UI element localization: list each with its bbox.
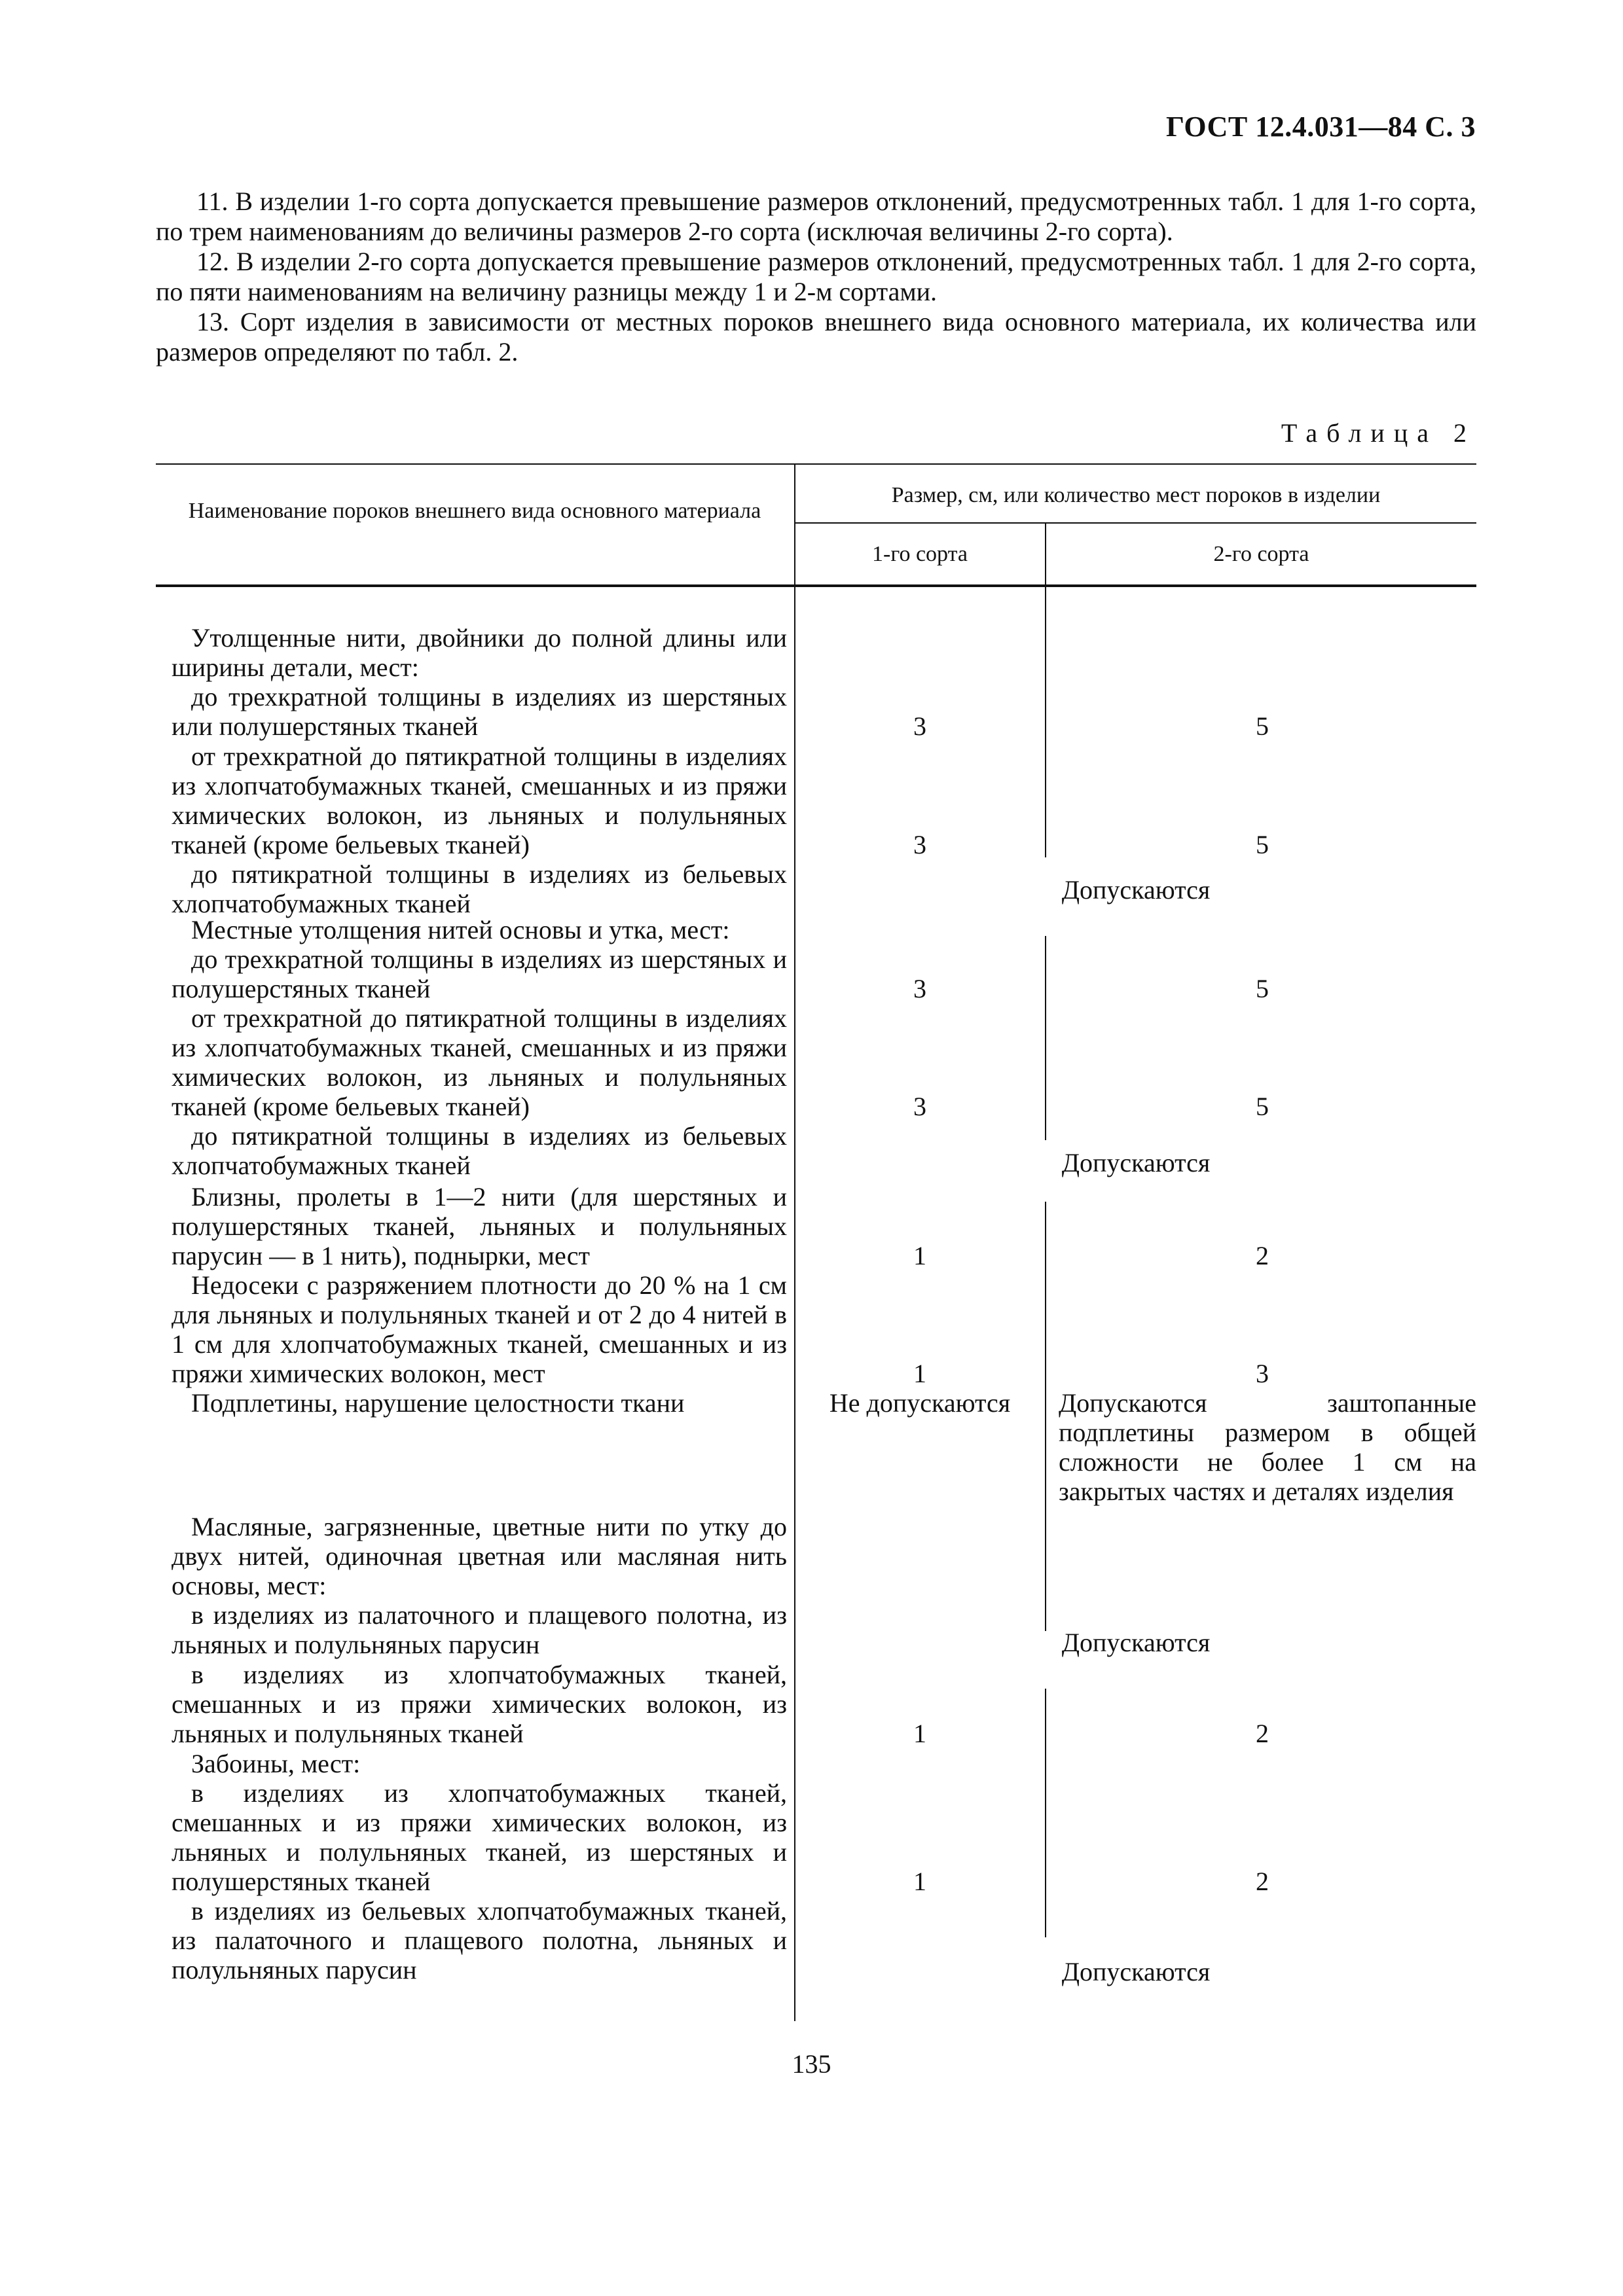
col-group-header: Размер, см, или количество мест пороков в изделии (891, 483, 1381, 507)
row-9-grade2: 3 (1256, 1359, 1269, 1388)
col2-header: 2-го сорта (1213, 542, 1309, 566)
row-8-grade1: 1 (913, 1241, 926, 1270)
row-9-grade1: 1 (913, 1359, 926, 1388)
row-9-name: Недосеки с разряжением плотности до 20 % на 1 см для льняных и полульняных тканей и от 2 до 4 нитей в 1 см для хлопчатобумажных тканей, смешанных и из пряжи химических волокон, мест (172, 1270, 787, 1388)
row-7-both: Допускаются (1061, 1148, 1211, 1177)
row-15-grade1: 1 (913, 1867, 926, 1896)
row-7-name: до пятикратной толщины в изделиях из бельевых хлопчатобумажных тканей (172, 1121, 787, 1180)
row-2-grade2: 5 (1256, 830, 1269, 859)
page-number: 135 (792, 2049, 831, 2079)
row-6-name: от трехкратной до пятикратной толщины в изделиях из хлопчатобумажных тканей, смешанных и из пряжи химических волокон, из льняных и полульняных тканей (кроме бельевых тканей) (172, 1003, 787, 1121)
row-4-name: Местные утолщения нитей основы и утка, мест: (191, 915, 730, 944)
row-10-grade1: Не допускаются (829, 1388, 1011, 1418)
row-2-grade1: 3 (913, 830, 926, 859)
row-8-name: Близны, пролеты в 1—2 нити (для шерстяных и полушерстяных тканей, льняных и полульняных парусин — в 1 нить), поднырки, мест (172, 1182, 787, 1270)
document-header: ГОСТ 12.4.031—84 С. 3 (1165, 111, 1476, 143)
table-caption: Таблица 2 (1281, 418, 1476, 448)
table-top-rule (156, 463, 1476, 465)
col-name-header: Наименование пороков внешнего вида основного материала (188, 499, 761, 523)
row-15-name: в изделиях из хлопчатобумажных тканей, смешанных и из пряжи химических волокон, из льняных и полульняных тканей, из шерстяных и полушерстяных тканей (172, 1778, 787, 1896)
row-3-name: до пятикратной толщины в изделиях из бельевых хлопчатобумажных тканей (172, 859, 787, 918)
row-1-grade1: 3 (913, 711, 926, 741)
paragraph-13: 13. Сорт изделия в зависимости от местных пороков внешнего вида основного материала, их количества или размеров определяют по табл. 2. (156, 307, 1476, 367)
paragraph-11: 11. В изделии 1-го сорта допускается превышение размеров отклонений, предусмотренных табл. 1 для 1-го сорта, по трем наименованиям до величины размеров 2-го сорта (исключая величины 2-го сорта). (156, 187, 1476, 246)
col1-header: 1-го сорта (872, 542, 968, 566)
row-5-grade2: 5 (1256, 974, 1269, 1003)
row-13-grade2: 2 (1256, 1719, 1269, 1748)
intro-paragraphs (156, 187, 1476, 367)
row-12-both: Допускаются (1061, 1628, 1211, 1657)
row-15-grade2: 2 (1256, 1867, 1269, 1896)
header-bottom-rule (156, 584, 1476, 587)
row-6-grade1: 3 (913, 1092, 926, 1121)
row-13-grade1: 1 (913, 1719, 926, 1748)
row-8-grade2: 2 (1256, 1241, 1269, 1270)
row-10-grade2: Допускаются заштопанные подплетины размером в общей сложности не более 1 см на закрытых частях и деталях изделия (1059, 1388, 1476, 1506)
row-5-grade1: 3 (913, 974, 926, 1003)
row-16-name: в изделиях из бельевых хлопчатобумажных тканей, из палаточного и плащевого полотна, льняных и полульняных парусин (172, 1896, 787, 1984)
header-inner-rule (795, 522, 1476, 524)
row-3-both: Допускаются (1061, 875, 1211, 905)
paragraph-12: 12. В изделии 2-го сорта допускается превышение размеров отклонений, предусмотренных табл. 1 для 2-го сорта, по пяти наименованиям на величину разницы между 1 и 2-м сортами. (156, 247, 1476, 306)
row-10-name: Подплетины, нарушение целостности ткани (191, 1388, 685, 1418)
row-1-name: до трехкратной толщины в изделиях из шерстяных или полушерстяных тканей (172, 682, 787, 741)
row-0-name: Утолщенные нити, двойники до полной длины или ширины детали, мест: (172, 623, 787, 682)
row-12-name: в изделиях из палаточного и плащевого полотна, из льняных и полульняных парусин (172, 1600, 787, 1659)
row-5-name: до трехкратной толщины в изделиях из шерстяных и полушерстяных тканей (172, 944, 787, 1003)
row-16-both: Допускаются (1061, 1957, 1211, 1986)
row-13-name: в изделиях из хлопчатобумажных тканей, смешанных и из пряжи химических волокон, из льняных и полульняных тканей (172, 1660, 787, 1748)
row-11-name: Масляные, загрязненные, цветные нити по утку до двух нитей, одиночная цветная или масляная нить основы, мест: (172, 1512, 787, 1600)
row-6-grade2: 5 (1256, 1092, 1269, 1121)
row-14-name: Забоины, мест: (191, 1749, 361, 1778)
row-2-name: от трехкратной до пятикратной толщины в изделиях из хлопчатобумажных тканей, смешанных и из пряжи химических волокон, из льняных и полульняных тканей (кроме бельевых тканей) (172, 742, 787, 859)
row-1-grade2: 5 (1256, 711, 1269, 741)
